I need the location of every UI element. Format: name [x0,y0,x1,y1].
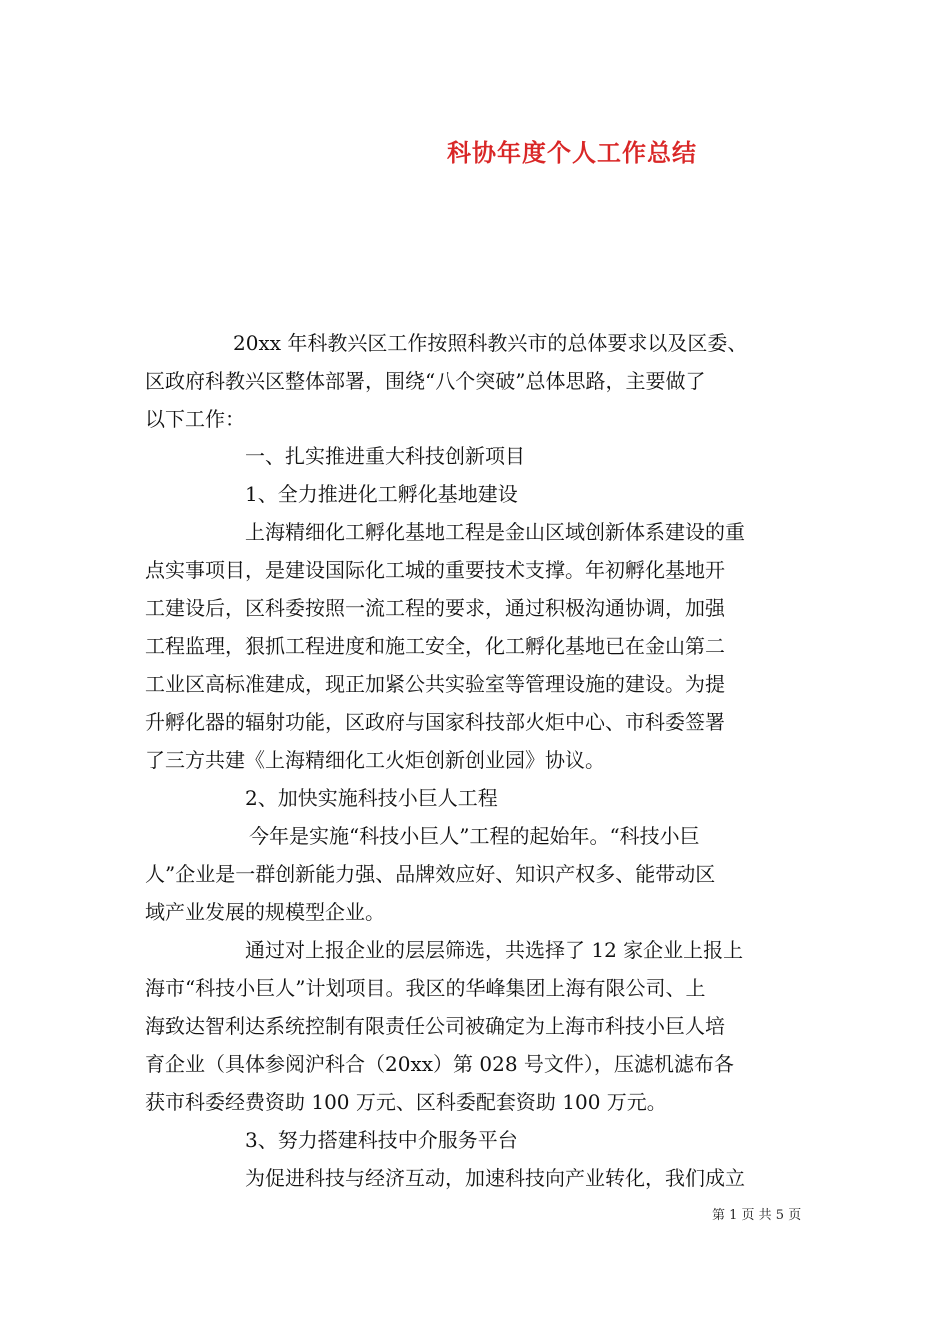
page-number: 第 1 页 共 5 页 [712,1208,802,1223]
paragraph-line: 海市“科技小巨人”计划项目。我区的华峰集团上海有限公司、上 [145,976,706,1000]
subsection-heading: 2、加快实施科技小巨人工程 [245,786,498,810]
section-heading: 一、扎实推进重大科技创新项目 [245,444,525,468]
paragraph-line: 育企业（具体参阅沪科合（20xx）第 028 号文件），压滤机滤布各 [145,1052,734,1076]
paragraph-line: 获市科委经费资助 100 万元、区科委配套资助 100 万元。 [145,1090,667,1114]
paragraph-line: 海致达智利达系统控制有限责任公司被确定为上海市科技小巨人培 [145,1014,725,1038]
paragraph-line: 了三方共建《上海精细化工火炬创新创业园》协议。 [145,748,605,772]
subsection-heading: 1、全力推进化工孵化基地建设 [245,482,518,506]
paragraph-line: 今年是实施“科技小巨人”工程的起始年。“科技小巨 [249,824,700,848]
subsection-heading: 3、努力搭建科技中介服务平台 [245,1128,518,1152]
paragraph-line: 上海精细化工孵化基地工程是金山区域创新体系建设的重 [245,520,745,544]
paragraph-line: 以下工作： [145,407,245,431]
paragraph-line: 为促进科技与经济互动，加速科技向产业转化，我们成立 [245,1166,745,1190]
paragraph-line: 域产业发展的规模型企业。 [145,900,385,924]
paragraph-line: 工程监理，狠抓工程进度和施工安全，化工孵化基地已在金山第二 [145,634,725,658]
paragraph-line: 工业区高标准建成，现正加紧公共实验室等管理设施的建设。为提 [145,672,725,696]
paragraph-line: 人”企业是一群创新能力强、品牌效应好、知识产权多、能带动区 [145,862,716,886]
document-title: 科协年度个人工作总结 [447,138,697,167]
paragraph-line: 工建设后，区科委按照一流工程的要求，通过积极沟通协调，加强 [145,596,725,620]
paragraph-line: 通过对上报企业的层层筛选，共选择了 12 家企业上报上 [245,938,744,962]
paragraph-line: 升孵化器的辐射功能，区政府与国家科技部火炬中心、市科委签署 [145,710,725,734]
paragraph-line: 20xx 年科教兴区工作按照科教兴市的总体要求以及区委、 [233,331,748,355]
paragraph-line: 点实事项目，是建设国际化工城的重要技术支撑。年初孵化基地开 [145,558,725,582]
paragraph-line: 区政府科教兴区整体部署，围绕“八个突破”总体思路，主要做了 [145,369,706,393]
